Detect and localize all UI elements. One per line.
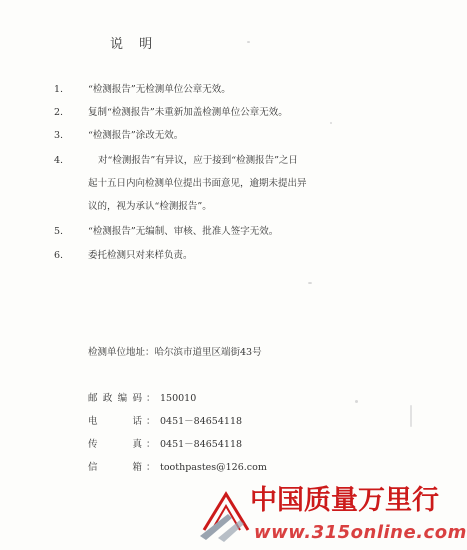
- clause-number: 2.: [54, 107, 64, 118]
- contact-sep: ：: [146, 439, 156, 450]
- contact-label: 电 话: [88, 416, 142, 427]
- watermark-text: 中国质量万里行: [250, 485, 439, 516]
- contact-sep: ：: [146, 393, 156, 404]
- clause-number: 1.: [54, 84, 64, 95]
- clause-text: “检测报告”涂改无效。: [88, 130, 184, 141]
- clause-text: “检测报告”无检测单位公章无效。: [88, 84, 231, 95]
- clause-number: 5.: [54, 226, 64, 237]
- clause-number: 4.: [54, 155, 64, 166]
- contact-label: 传 真: [88, 439, 142, 450]
- clause-number: 6.: [54, 250, 64, 261]
- clause-4-line-3: 议的，视为承认“检测报告”。: [88, 201, 212, 212]
- contact-value: 0451－84654118: [160, 416, 243, 427]
- clause-text: 对“检测报告”有异议，应于接到“检测报告”之日: [98, 155, 298, 166]
- contact-value: 150010: [160, 393, 197, 404]
- watermark: [198, 478, 467, 550]
- contact-sep: ：: [146, 416, 156, 427]
- scan-streak: [410, 405, 412, 427]
- clause-text: 委托检测只对来样负责。: [88, 250, 193, 261]
- contact-label: 信 箱: [88, 462, 142, 473]
- address-label: 检测单位地址：: [88, 347, 155, 358]
- scan-speck: [330, 122, 332, 124]
- scan-speck: [308, 282, 312, 284]
- contact-sep: ：: [146, 462, 156, 473]
- address-row: [88, 346, 262, 359]
- clause-text: “检测报告”无编制、审核、批准人签字无效。: [88, 226, 279, 237]
- clause-4-line-2: 起十五日内向检测单位提出书面意见，逾期未提出异: [88, 178, 307, 189]
- page-title: 说 明: [110, 37, 159, 52]
- watermark-logo-icon: [198, 486, 254, 542]
- contact-value: toothpastes@126.com: [160, 462, 267, 473]
- contact-value: 0451－84654118: [160, 439, 243, 450]
- clause-text: 复制“检测报告”未重新加盖检测单位公章无效。: [88, 107, 288, 118]
- contact-label: 邮 政 编 码: [88, 393, 142, 404]
- watermark-url: www.315online.com: [254, 522, 467, 543]
- address-value: 哈尔滨市道里区端街43号: [154, 347, 262, 358]
- clause-number: 3.: [54, 130, 64, 141]
- scan-speck: [247, 41, 250, 43]
- scan-speck: [355, 400, 358, 403]
